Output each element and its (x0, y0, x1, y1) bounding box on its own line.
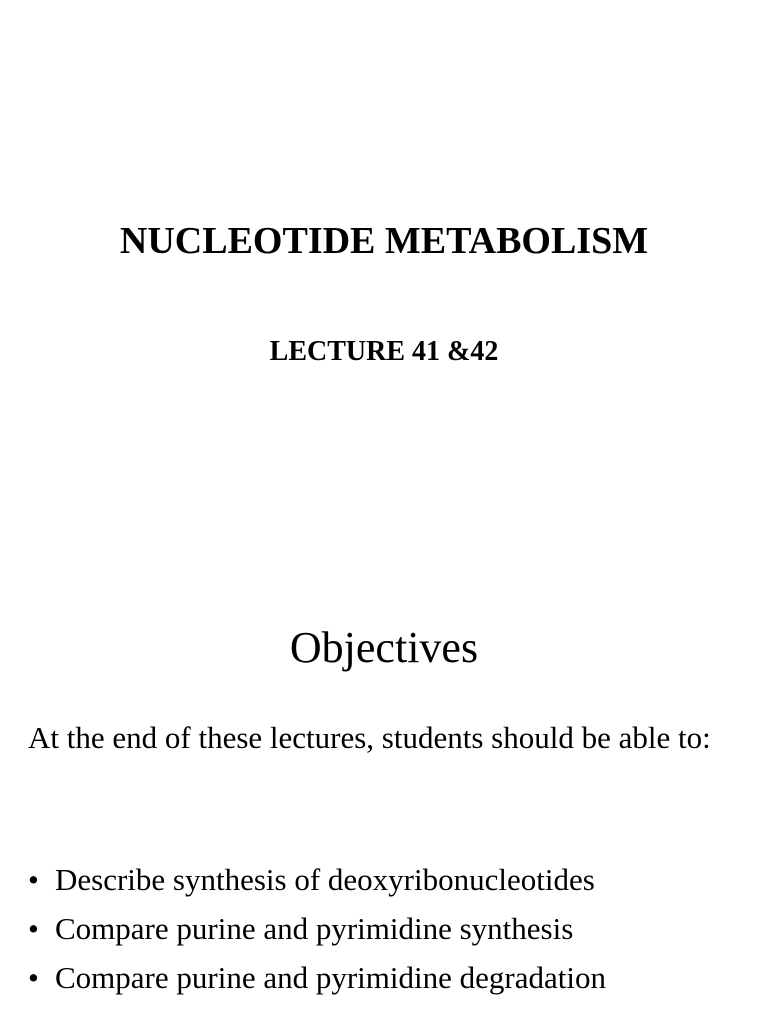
list-item (28, 855, 748, 904)
objectives-list (28, 855, 748, 1002)
list-item-text: Compare purine and pyrimidine degradation (55, 960, 606, 995)
objectives-intro: At the end of these lectures, students should be able to: (28, 720, 711, 755)
bullet-icon: • (28, 911, 39, 946)
list-item-text: Describe synthesis of deoxyribonucleotides (55, 862, 595, 897)
objectives-slide (0, 512, 768, 1024)
bullet-icon: • (28, 960, 39, 995)
bullet-icon: • (28, 862, 39, 897)
list-item (28, 953, 748, 1002)
objectives-heading: Objectives (289, 623, 479, 672)
list-item-text: Compare purine and pyrimidine synthesis (55, 911, 574, 946)
slide-title: NUCLEOTIDE METABOLISM (119, 220, 649, 262)
slide-subtitle: LECTURE 41 &42 (269, 336, 499, 367)
list-item (28, 904, 748, 953)
